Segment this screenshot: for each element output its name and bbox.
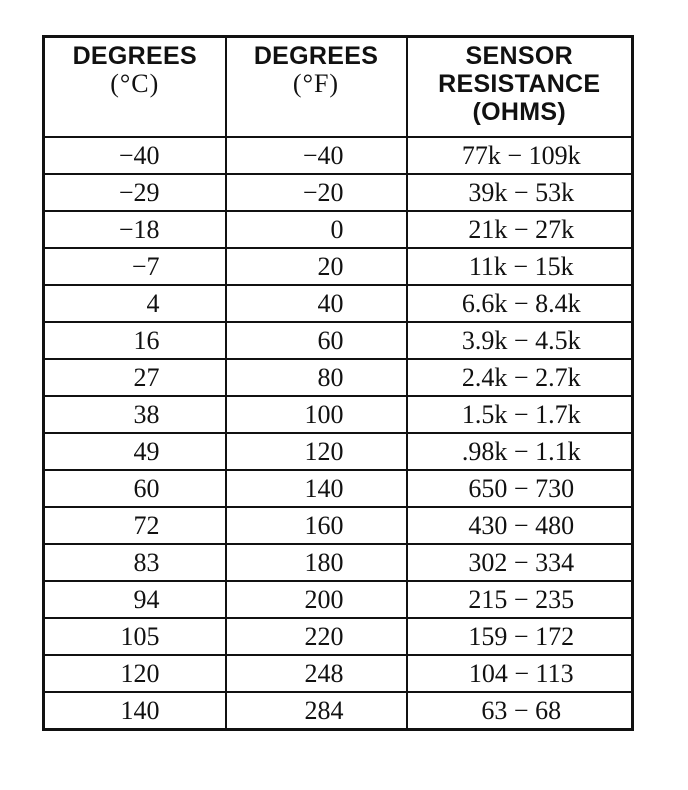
- celsius-cell: 38: [44, 396, 226, 433]
- fahrenheit-cell: 200: [226, 581, 407, 618]
- fahrenheit-cell: 0: [226, 211, 407, 248]
- celsius-cell: 60: [44, 470, 226, 507]
- table-row: [44, 507, 633, 544]
- fahrenheit-cell: −40: [226, 137, 407, 174]
- celsius-cell: 49: [44, 433, 226, 470]
- celsius-cell: 120: [44, 655, 226, 692]
- fahrenheit-cell: 284: [226, 692, 407, 730]
- sensor-resistance-table: [42, 35, 634, 731]
- fahrenheit-cell: 120: [226, 433, 407, 470]
- table-header: [44, 37, 633, 138]
- resistance-cell: 63 − 68: [407, 692, 633, 730]
- celsius-cell: 140: [44, 692, 226, 730]
- resistance-cell: 6.6k − 8.4k: [407, 285, 633, 322]
- table-row: [44, 655, 633, 692]
- celsius-cell: 94: [44, 581, 226, 618]
- header-label: DEGREES: [253, 42, 379, 70]
- table-row: [44, 211, 633, 248]
- header-row: [44, 37, 633, 138]
- table-body: [44, 137, 633, 730]
- celsius-cell: 4: [44, 285, 226, 322]
- table-row: [44, 581, 633, 618]
- header-unit: (°C): [110, 69, 160, 98]
- resistance-cell: 2.4k − 2.7k: [407, 359, 633, 396]
- fahrenheit-cell: 80: [226, 359, 407, 396]
- table-row: [44, 544, 633, 581]
- table-row: [44, 692, 633, 730]
- fahrenheit-cell: 140: [226, 470, 407, 507]
- resistance-cell: 302 − 334: [407, 544, 633, 581]
- header-label: (OHMS): [472, 98, 566, 126]
- header-label: SENSOR: [465, 42, 573, 70]
- header-sensor-resistance: [407, 37, 633, 138]
- fahrenheit-cell: 100: [226, 396, 407, 433]
- table-row: [44, 285, 633, 322]
- header-label: DEGREES: [72, 42, 197, 70]
- fahrenheit-cell: −20: [226, 174, 407, 211]
- table-row: [44, 359, 633, 396]
- resistance-cell: 104 − 113: [407, 655, 633, 692]
- header-label: RESISTANCE: [438, 70, 601, 98]
- table-row: [44, 396, 633, 433]
- celsius-cell: 27: [44, 359, 226, 396]
- table-row: [44, 470, 633, 507]
- resistance-cell: 430 − 480: [407, 507, 633, 544]
- resistance-cell: 39k − 53k: [407, 174, 633, 211]
- resistance-cell: 11k − 15k: [407, 248, 633, 285]
- header-degrees-celsius: [44, 37, 226, 138]
- resistance-cell: 159 − 172: [407, 618, 633, 655]
- table-row: [44, 248, 633, 285]
- header-degrees-fahrenheit: [226, 37, 407, 138]
- resistance-cell: 3.9k − 4.5k: [407, 322, 633, 359]
- celsius-cell: 16: [44, 322, 226, 359]
- fahrenheit-cell: 160: [226, 507, 407, 544]
- resistance-cell: .98k − 1.1k: [407, 433, 633, 470]
- table-row: [44, 433, 633, 470]
- resistance-cell: 1.5k − 1.7k: [407, 396, 633, 433]
- resistance-cell: 21k − 27k: [407, 211, 633, 248]
- celsius-cell: 72: [44, 507, 226, 544]
- header-unit: (°F): [292, 69, 340, 98]
- resistance-cell: 650 − 730: [407, 470, 633, 507]
- resistance-cell: 215 − 235: [407, 581, 633, 618]
- fahrenheit-cell: 40: [226, 285, 407, 322]
- resistance-cell: 77k − 109k: [407, 137, 633, 174]
- celsius-cell: 83: [44, 544, 226, 581]
- celsius-cell: −18: [44, 211, 226, 248]
- fahrenheit-cell: 180: [226, 544, 407, 581]
- celsius-cell: −29: [44, 174, 226, 211]
- table-row: [44, 322, 633, 359]
- table-row: [44, 174, 633, 211]
- celsius-cell: 105: [44, 618, 226, 655]
- fahrenheit-cell: 60: [226, 322, 407, 359]
- fahrenheit-cell: 248: [226, 655, 407, 692]
- celsius-cell: −40: [44, 137, 226, 174]
- table-row: [44, 137, 633, 174]
- fahrenheit-cell: 220: [226, 618, 407, 655]
- table-row: [44, 618, 633, 655]
- fahrenheit-cell: 20: [226, 248, 407, 285]
- celsius-cell: −7: [44, 248, 226, 285]
